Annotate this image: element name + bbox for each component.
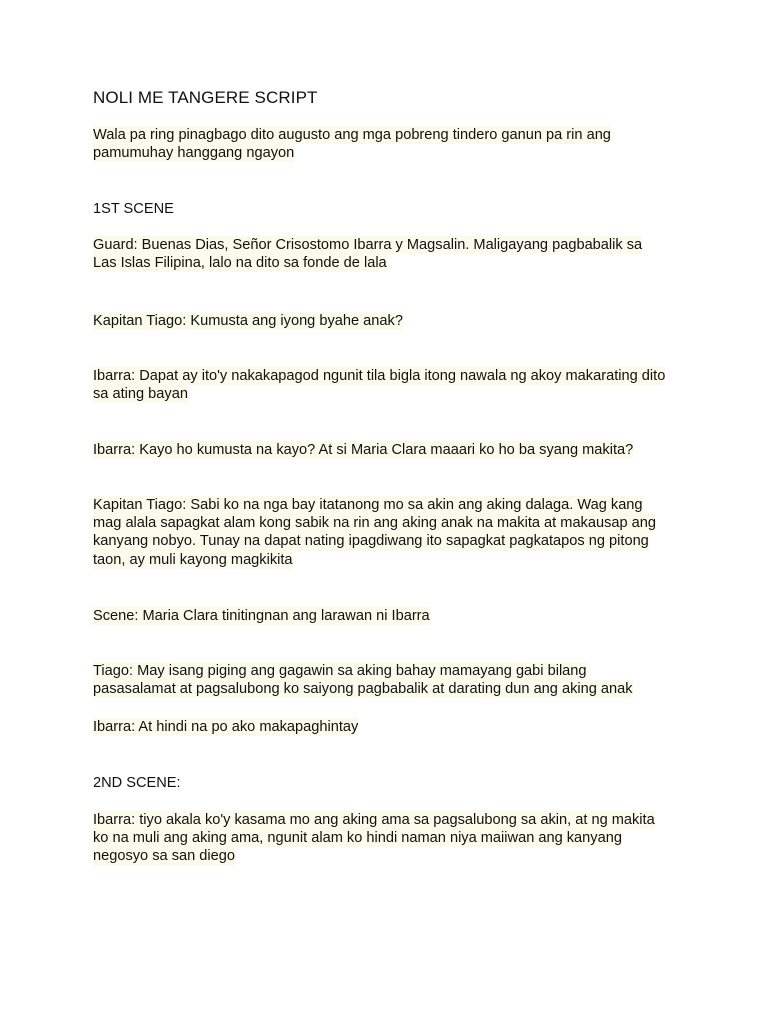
ibarra-dialogue-1 bbox=[93, 367, 693, 403]
text-line: negosyo sa san diego bbox=[93, 848, 235, 865]
text-line: sa ating bayan bbox=[93, 386, 188, 403]
kapitan-tiago-dialogue-2 bbox=[93, 496, 693, 569]
intro-paragraph bbox=[93, 126, 693, 162]
text-line: Ibarra: Kayo ho kumusta na kayo? At si Maria Clara maaari ko ho ba syang makita? bbox=[93, 442, 634, 458]
document-title: NOLI ME TANGERE SCRIPT bbox=[93, 88, 318, 107]
heading-line: 2ND SCENE: bbox=[93, 775, 181, 791]
text-line: Guard: Buenas Dias, Señor Crisostomo Ibarra y Magsalin. Maligayang pagbabalik sa bbox=[93, 237, 643, 253]
text-line: pasasalamat at pagsalubong ko saiyong pagbabalik at darating dun ang aking anak bbox=[93, 681, 633, 698]
text-line: ko na muli ang aking ama, ngunit alam ko hindi naman niya maiiwan ang kanyang bbox=[93, 830, 622, 847]
text-line: Ibarra: Dapat ay ito'y nakakapagod ngunit tila bigla itong nawala ng akoy makarating dito bbox=[93, 368, 666, 384]
scene-direction bbox=[93, 607, 693, 625]
tiago-dialogue-3 bbox=[93, 662, 693, 698]
text-line: Las Islas Filipina, lalo na dito sa fonde de lala bbox=[93, 255, 387, 272]
text-line: Kapitan Tiago: Kumusta ang iyong byahe anak? bbox=[93, 313, 403, 329]
ibarra-dialogue-4 bbox=[93, 811, 693, 866]
text-line: kanyang nobyo. Tunay na dapat nating ipagdiwang ito sapagkat pagkatapos ng pitong bbox=[93, 533, 649, 550]
text-line: Ibarra: At hindi na po ako makapaghintay bbox=[93, 719, 359, 735]
text-line: Scene: Maria Clara tinitingnan ang larawan ni Ibarra bbox=[93, 608, 430, 624]
text-line: Ibarra: tiyo akala ko'y kasama mo ang aking ama sa pagsalubong sa akin, at ng makita bbox=[93, 812, 655, 828]
ibarra-dialogue-2 bbox=[93, 441, 693, 459]
text-line: taon, ay muli kayong magkikita bbox=[93, 551, 293, 568]
heading-line: 1ST SCENE bbox=[93, 201, 174, 217]
text-line: Wala pa ring pinagbago dito augusto ang mga pobreng tindero ganun pa rin ang bbox=[93, 127, 611, 143]
scene-2-heading bbox=[93, 774, 693, 792]
kapitan-tiago-dialogue-1 bbox=[93, 312, 693, 330]
text-line: Kapitan Tiago: Sabi ko na nga bay itatanong mo sa akin ang aking dalaga. Wag kang bbox=[93, 497, 643, 513]
text-line: Tiago: May isang piging ang gagawin sa aking bahay mamayang gabi bilang bbox=[93, 663, 587, 679]
ibarra-dialogue-3 bbox=[93, 718, 693, 736]
text-line: mag alala sapagkat alam kong sabik na rin ang aking anak na makita at makausap ang bbox=[93, 515, 657, 532]
guard-dialogue bbox=[93, 236, 693, 272]
text-line: pamumuhay hanggang ngayon bbox=[93, 145, 295, 162]
scene-1-heading bbox=[93, 200, 693, 218]
